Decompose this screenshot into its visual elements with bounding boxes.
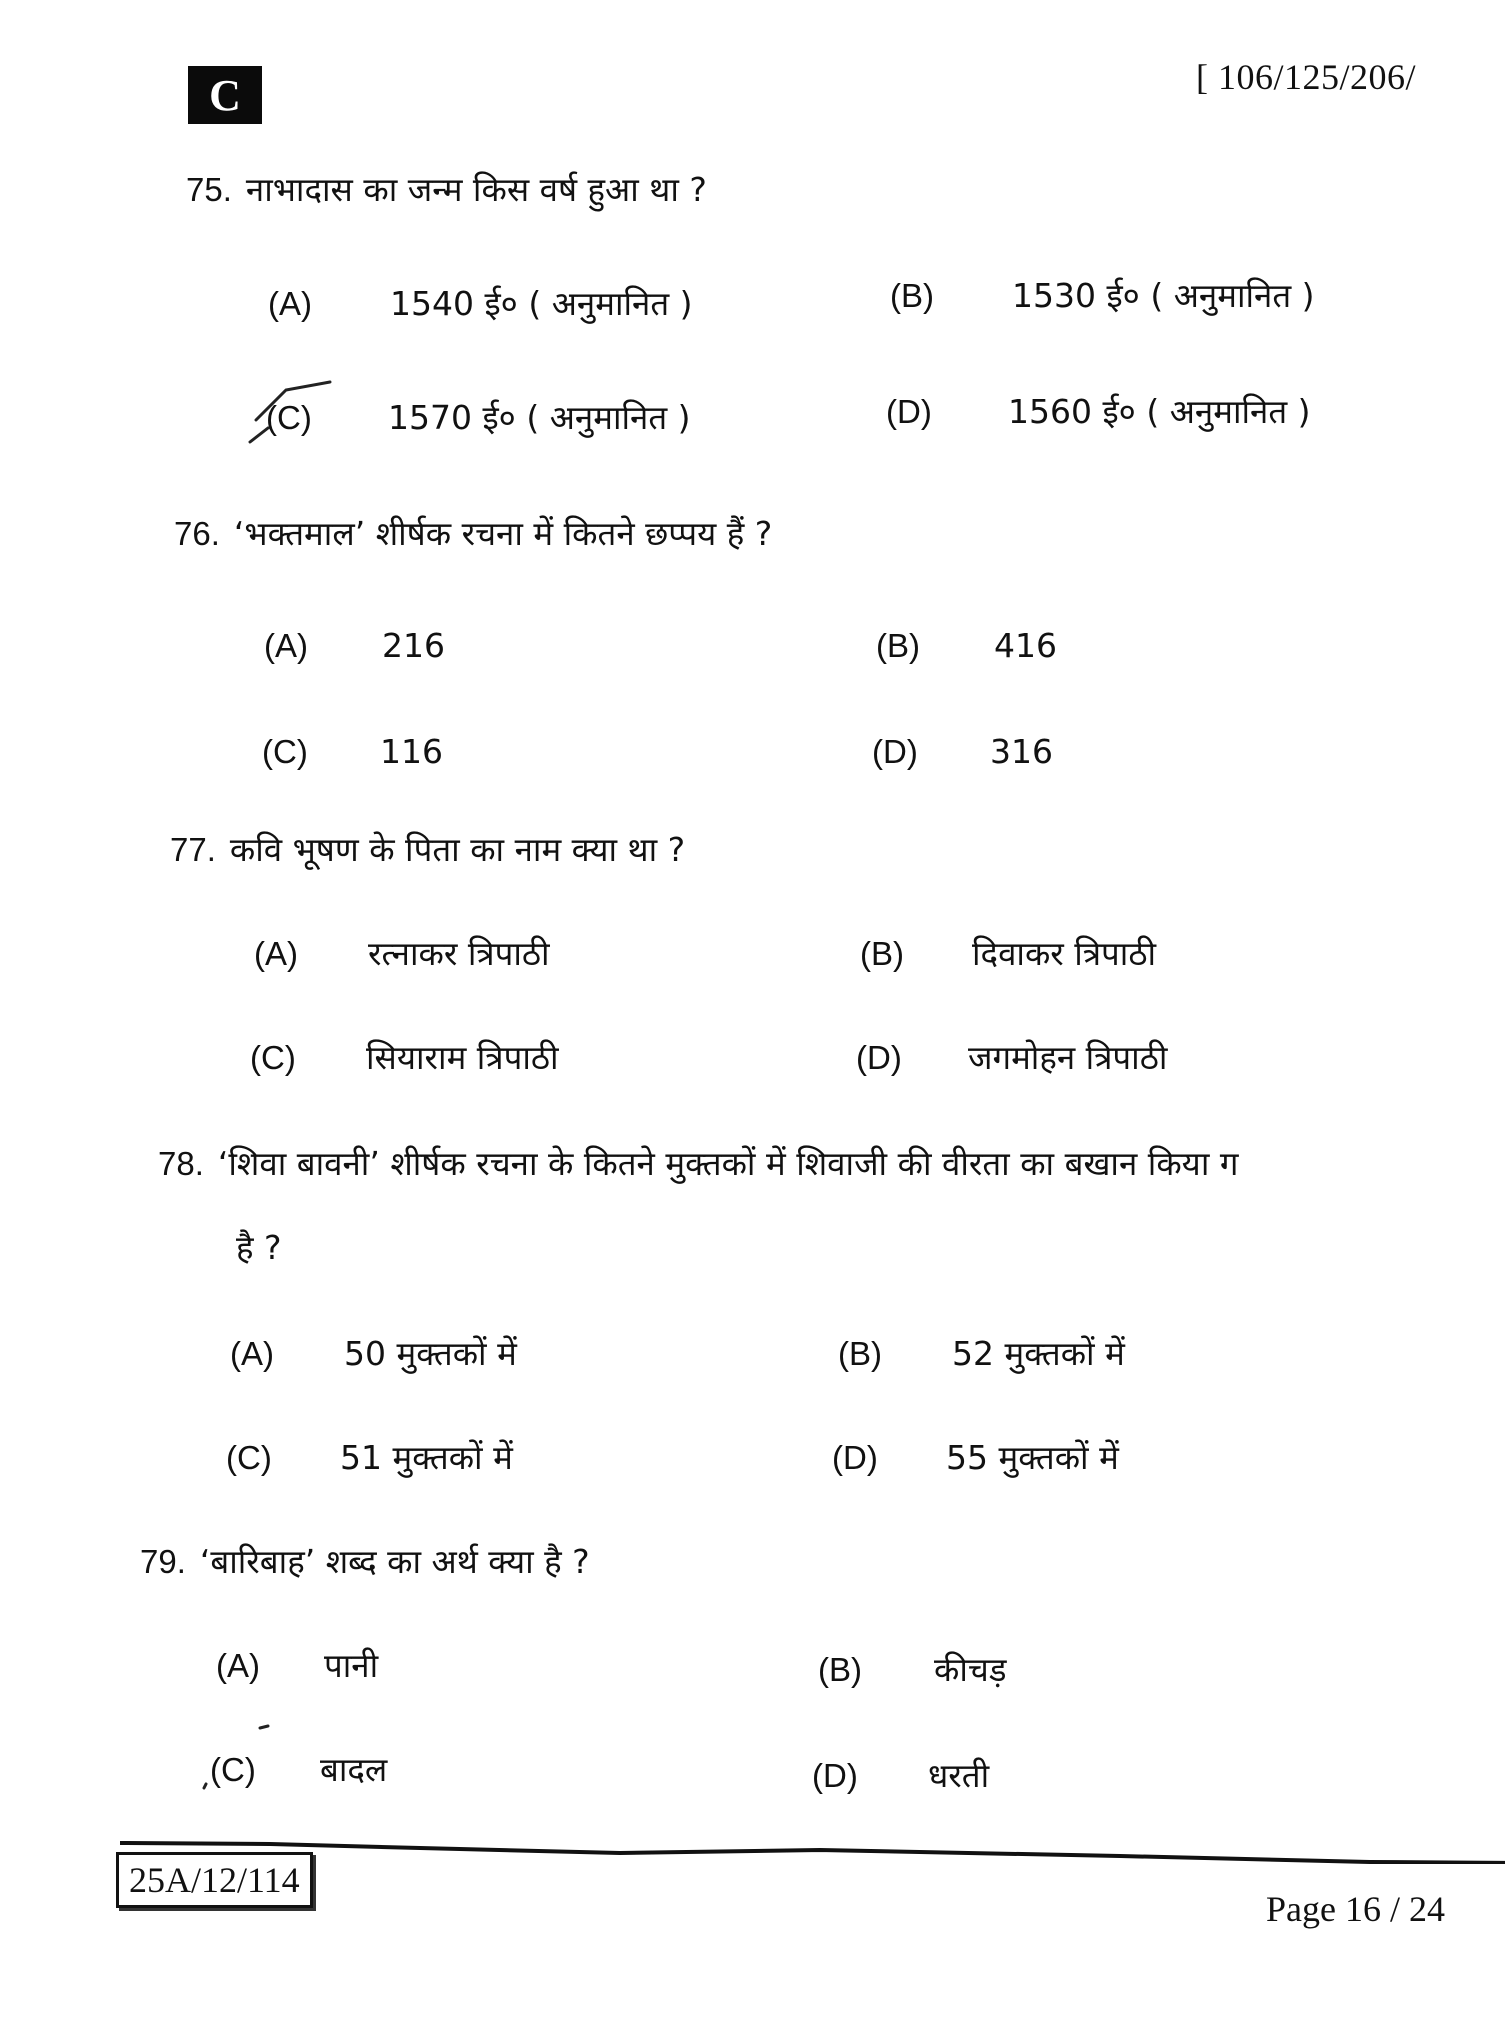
option-label: (B) — [818, 1651, 862, 1688]
footer-rule-line — [120, 1840, 1505, 1864]
booklet-code: 25A/12/114 — [116, 1852, 313, 1908]
option-78-d — [832, 1434, 1119, 1479]
option-79-d — [812, 1752, 989, 1797]
question-text: कवि भूषण के पिता का नाम क्या था ? — [229, 830, 686, 869]
option-75-c — [266, 394, 691, 439]
question-number: 76. — [174, 515, 220, 552]
option-label: (C) — [210, 1751, 256, 1788]
option-76-b — [876, 626, 1057, 665]
option-label: (C) — [262, 733, 308, 770]
option-text: कीचड़ — [934, 1650, 1007, 1689]
option-text: रत्नाकर त्रिपाठी — [368, 934, 550, 973]
option-75-a — [268, 280, 693, 325]
option-77-b — [860, 930, 1156, 975]
option-text: 1570 ई० ( अनुमानित ) — [388, 398, 691, 437]
option-label: (D) — [886, 393, 932, 430]
question-79 — [140, 1538, 590, 1583]
option-79-a — [216, 1642, 378, 1687]
option-77-a — [254, 930, 550, 975]
question-text: नाभादास का जन्म किस वर्ष हुआ था ? — [245, 170, 707, 209]
option-77-d — [856, 1034, 1167, 1079]
page-number: Page 16 / 24 — [1266, 1889, 1445, 1929]
option-75-d — [886, 388, 1311, 433]
set-label: C — [209, 70, 241, 120]
option-label: (C) — [266, 399, 312, 436]
option-text: 416 — [994, 626, 1057, 665]
option-label: (D) — [872, 733, 918, 770]
option-76-d — [872, 732, 1053, 771]
option-text: 216 — [382, 626, 445, 665]
option-label: (B) — [890, 277, 934, 314]
question-text: ‘बारिबाह’ शब्द का अर्थ क्या है ? — [199, 1542, 590, 1581]
question-78-continuation: है ? — [236, 1228, 282, 1267]
option-label: (A) — [268, 285, 312, 322]
option-text: 52 मुक्तकों में — [952, 1334, 1125, 1373]
question-text: ‘भक्तमाल’ शीर्षक रचना में कितने छप्पय हैं ? — [233, 514, 773, 553]
option-76-a — [264, 626, 445, 665]
option-78-b — [838, 1330, 1125, 1375]
question-76 — [174, 510, 772, 555]
question-number: 78. — [158, 1145, 204, 1182]
option-text: 116 — [380, 732, 443, 771]
option-79-b — [818, 1646, 1007, 1691]
option-text: जगमोहन त्रिपाठी — [968, 1038, 1168, 1077]
option-text: बादल — [320, 1750, 388, 1789]
question-75 — [186, 166, 707, 211]
option-text: धरती — [928, 1756, 990, 1795]
option-text: दिवाकर त्रिपाठी — [972, 934, 1157, 973]
option-text: पानी — [324, 1646, 379, 1685]
option-label: (D) — [812, 1757, 858, 1794]
option-text: सियाराम त्रिपाठी — [366, 1038, 559, 1077]
question-number: 77. — [170, 831, 216, 868]
question-number: 75. — [186, 171, 232, 208]
question-78 — [158, 1140, 1238, 1185]
option-label: (B) — [860, 935, 904, 972]
option-label: (D) — [832, 1439, 878, 1476]
option-label: (D) — [856, 1039, 902, 1076]
option-text: 1540 ई० ( अनुमानित ) — [390, 284, 693, 323]
option-text: 50 मुक्तकों में — [344, 1334, 517, 1373]
question-text: ‘शिवा बावनी’ शीर्षक रचना के कितने मुक्तकों में शिवाजी की वीरता का बखान किया ग — [217, 1144, 1239, 1183]
option-label: (A) — [254, 935, 298, 972]
option-text: 51 मुक्तकों में — [340, 1438, 513, 1477]
option-label: (A) — [216, 1647, 260, 1684]
option-79-c — [210, 1746, 387, 1791]
question-77 — [170, 826, 685, 871]
option-text: 1560 ई० ( अनुमानित ) — [1008, 392, 1311, 431]
option-78-a — [230, 1330, 517, 1375]
option-label: (A) — [264, 627, 308, 664]
paper-code: [ 106/125/206/ — [1196, 57, 1416, 97]
option-78-c — [226, 1434, 513, 1479]
question-number: 79. — [140, 1543, 186, 1580]
option-text: 55 मुक्तकों में — [946, 1438, 1119, 1477]
option-label: (B) — [876, 627, 920, 664]
option-label: (C) — [250, 1039, 296, 1076]
option-label: (C) — [226, 1439, 272, 1476]
option-77-c — [250, 1034, 559, 1079]
option-text: 316 — [990, 732, 1053, 771]
option-label: (A) — [230, 1335, 274, 1372]
option-label: (B) — [838, 1335, 882, 1372]
option-text: 1530 ई० ( अनुमानित ) — [1012, 276, 1315, 315]
set-badge — [188, 66, 262, 124]
option-75-b — [890, 272, 1315, 317]
option-76-c — [262, 732, 443, 771]
